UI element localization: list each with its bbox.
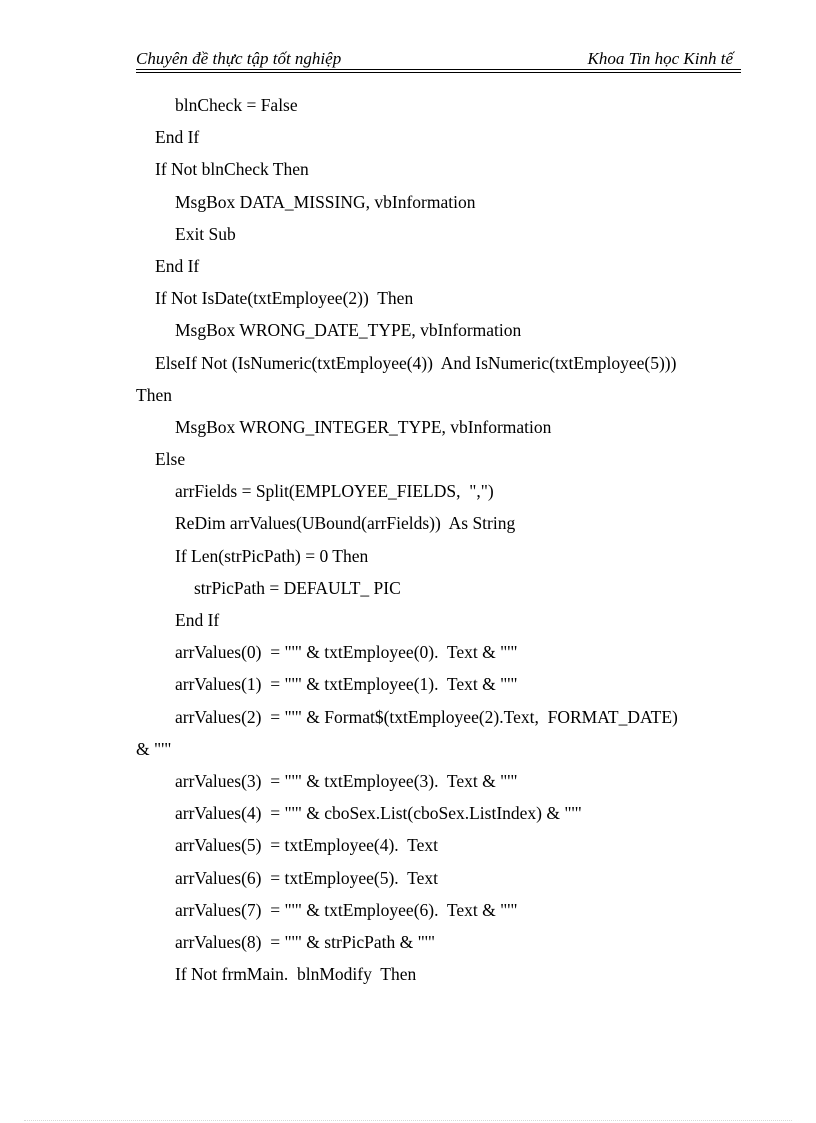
page-header bbox=[136, 48, 741, 70]
code-line: MsgBox WRONG_DATE_TYPE, vbInformation bbox=[175, 320, 522, 341]
code-line: arrValues(8) = "'" & strPicPath & "'" bbox=[175, 931, 436, 952]
code-line: ElseIf Not (IsNumeric(txtEmployee(4)) And IsNumeric(txtEmployee(5))) bbox=[155, 352, 677, 373]
code-line: Exit Sub bbox=[175, 223, 236, 244]
code-line: MsgBox WRONG_INTEGER_TYPE, vbInformation bbox=[175, 416, 552, 437]
code-line: arrValues(1) = "'" & txtEmployee(1). Text & "'" bbox=[175, 674, 518, 695]
code-line: ReDim arrValues(UBound(arrFields)) As String bbox=[175, 513, 516, 534]
code-line: If Not frmMain. blnModify Then bbox=[175, 964, 417, 985]
header-right-title: Khoa Tin học Kinh tế bbox=[587, 49, 733, 68]
code-line: If Not IsDate(txtEmployee(2)) Then bbox=[155, 288, 414, 309]
header-left-title: Chuyên đề thực tập tốt nghiệp bbox=[136, 49, 342, 68]
page-bottom-divider bbox=[24, 1120, 792, 1121]
code-line: blnCheck = False bbox=[175, 95, 298, 115]
code-line: arrValues(5) = txtEmployee(4). Text bbox=[175, 835, 438, 856]
code-line: arrValues(4) = "'" & cboSex.List(cboSex.ListIndex) & "'" bbox=[175, 803, 582, 824]
code-line: Else bbox=[155, 449, 186, 470]
code-line: End If bbox=[175, 610, 220, 630]
code-line: strPicPath = DEFAULT_ PIC bbox=[194, 577, 401, 598]
header-rule-bottom bbox=[136, 72, 741, 73]
header-rule-top bbox=[136, 69, 741, 70]
code-line: arrValues(7) = "'" & txtEmployee(6). Text & "'" bbox=[175, 899, 518, 920]
code-line: arrValues(3) = "'" & txtEmployee(3). Text & "'" bbox=[175, 770, 518, 791]
code-line: & "'" bbox=[136, 738, 172, 759]
code-line: MsgBox DATA_MISSING, vbInformation bbox=[175, 191, 476, 212]
code-listing bbox=[136, 94, 736, 995]
code-line: arrValues(0) = "'" & txtEmployee(0). Text & "'" bbox=[175, 642, 518, 663]
code-line: Then bbox=[136, 384, 172, 405]
code-line: End If bbox=[155, 127, 200, 148]
code-line: If Not blnCheck Then bbox=[155, 159, 309, 180]
code-line: End If bbox=[155, 255, 200, 276]
code-line: arrValues(2) = "'" & Format$(txtEmployee(2).Text, FORMAT_DATE) bbox=[175, 706, 678, 727]
code-line: arrValues(6) = txtEmployee(5). Text bbox=[175, 867, 438, 888]
code-line: If Len(strPicPath) = 0 Then bbox=[175, 545, 369, 566]
code-line: arrFields = Split(EMPLOYEE_FIELDS, ",") bbox=[175, 481, 494, 502]
